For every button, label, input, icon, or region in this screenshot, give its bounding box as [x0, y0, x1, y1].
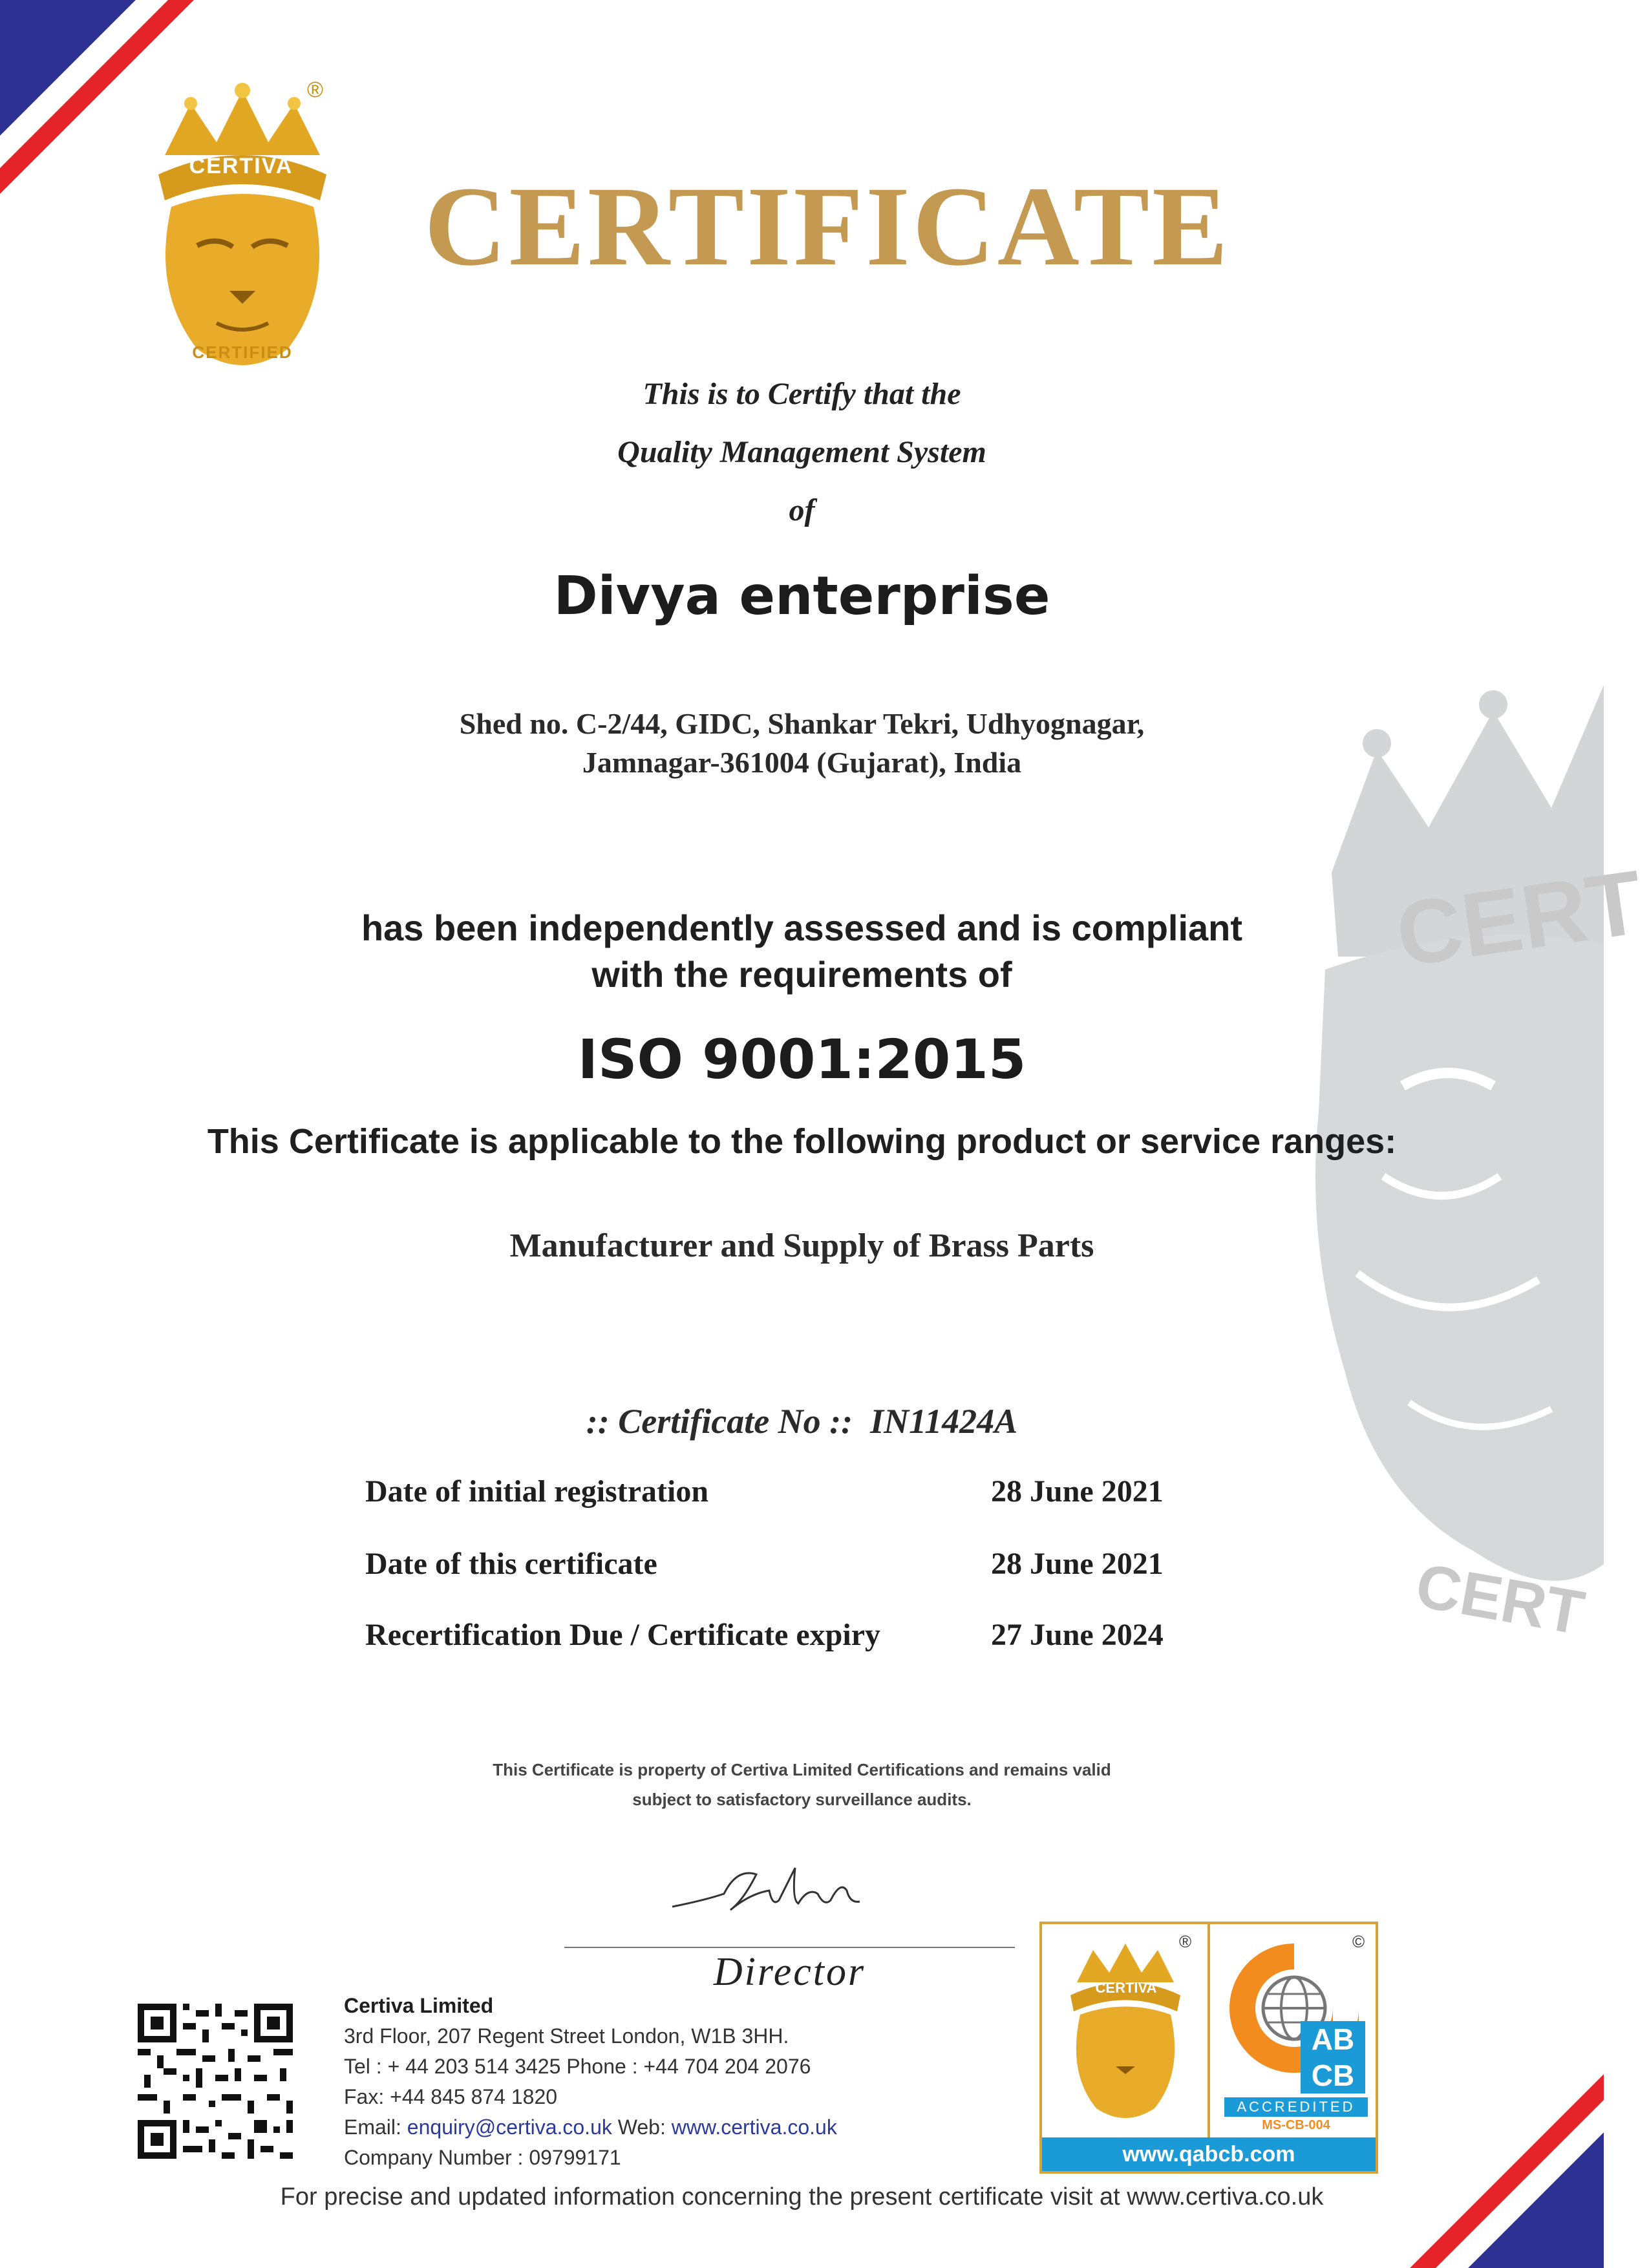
- footer-note: For precise and updated information concerning the present certificate visit at www.certiva.co.uk: [280, 2183, 1324, 2210]
- registered-mark: ®: [307, 78, 324, 102]
- accreditation-box: [1039, 1922, 1378, 2174]
- small-registered-mark: ®: [1179, 1932, 1192, 1951]
- certiva-logo: [145, 78, 339, 381]
- intro-line-2: Quality Management System: [617, 435, 986, 469]
- certificate-number-label: :: Certificate No ::: [586, 1402, 853, 1441]
- watermark-text-bottom: CERT: [1410, 1551, 1590, 1648]
- signature-line: [564, 1947, 1015, 1948]
- lion-crown-icon: [145, 78, 339, 381]
- company-phone: Tel : + 44 203 514 3425 Phone : +44 704 204 2076: [344, 2055, 811, 2078]
- logo-sub-text: CERTIFIED: [192, 343, 293, 362]
- qabcb-website[interactable]: www.qabcb.com: [1042, 2137, 1376, 2171]
- date-row-value: 27 June 2024: [991, 1618, 1164, 1652]
- qabcb-copyright-mark: ©: [1352, 1932, 1365, 1951]
- small-logo-text: CERTIVA: [1095, 1980, 1157, 1996]
- certiva-small-logo-icon: [1058, 1937, 1193, 2131]
- director-title: Director: [713, 1950, 866, 1994]
- company-number: Company Number : 09799171: [344, 2146, 621, 2169]
- intro-line-1: This is to Certify that the: [643, 377, 961, 411]
- company-address: 3rd Floor, 207 Regent Street London, W1B 3HH.: [344, 2024, 789, 2048]
- certificate-number: IN11424A: [870, 1402, 1018, 1441]
- certificate-number-line: [0, 1401, 1604, 1441]
- director-signature: [666, 1855, 873, 1926]
- organization-address-line-2: Jamnagar-361004 (Gujarat), India: [582, 746, 1022, 779]
- website-link[interactable]: www.certiva.co.uk: [671, 2115, 837, 2139]
- company-name: Certiva Limited: [344, 1994, 494, 2017]
- organization-name: Divya enterprise: [553, 566, 1050, 627]
- date-row-value: 28 June 2021: [991, 1547, 1164, 1581]
- date-row-label: Date of initial registration: [365, 1474, 709, 1509]
- qabcb-code: MS-CB-004: [1262, 2118, 1330, 2132]
- iso-standard: ISO 9001:2015: [577, 1028, 1027, 1091]
- logo-name-text: CERTIVA: [189, 154, 293, 178]
- date-row-value: 28 June 2021: [991, 1474, 1164, 1509]
- intro-line-3: of: [789, 493, 815, 527]
- qabcb-ab-label: AB: [1301, 2021, 1365, 2057]
- qabcb-cb-label: CB: [1301, 2057, 1365, 2093]
- accreditation-divider: [1207, 1924, 1210, 2137]
- company-fax: Fax: +44 845 874 1820: [344, 2085, 558, 2108]
- validity-note-line-2: subject to satisfactory surveillance audits.: [632, 1790, 972, 1809]
- contact-block: [344, 1991, 990, 2173]
- page-title: CERTIFICATE: [424, 164, 1231, 290]
- date-row-label: Date of this certificate: [365, 1547, 657, 1581]
- qabcb-accredited-label: ACCREDITED: [1224, 2097, 1368, 2117]
- scope-description: Manufacturer and Supply of Brass Parts: [509, 1227, 1094, 1264]
- assessment-line-1: has been independently assessed and is compliant: [361, 907, 1243, 948]
- watermark-text-top: CERT: [1390, 851, 1649, 986]
- qr-code: [138, 2004, 293, 2159]
- organization-address-line-1: Shed no. C-2/44, GIDC, Shankar Tekri, Udhyognagar,: [459, 707, 1145, 740]
- validity-note-line-1: This Certificate is property of Certiva Limited Certifications and remains valid: [493, 1760, 1111, 1779]
- assessment-line-2: with the requirements of: [591, 954, 1012, 995]
- scope-heading: This Certificate is applicable to the following product or service ranges:: [207, 1122, 1397, 1161]
- email-link[interactable]: enquiry@certiva.co.uk: [407, 2115, 612, 2139]
- company-email-web: Email: enquiry@certiva.co.uk Web: www.certiva.co.uk: [344, 2115, 837, 2139]
- date-row-label: Recertification Due / Certificate expiry: [365, 1618, 880, 1652]
